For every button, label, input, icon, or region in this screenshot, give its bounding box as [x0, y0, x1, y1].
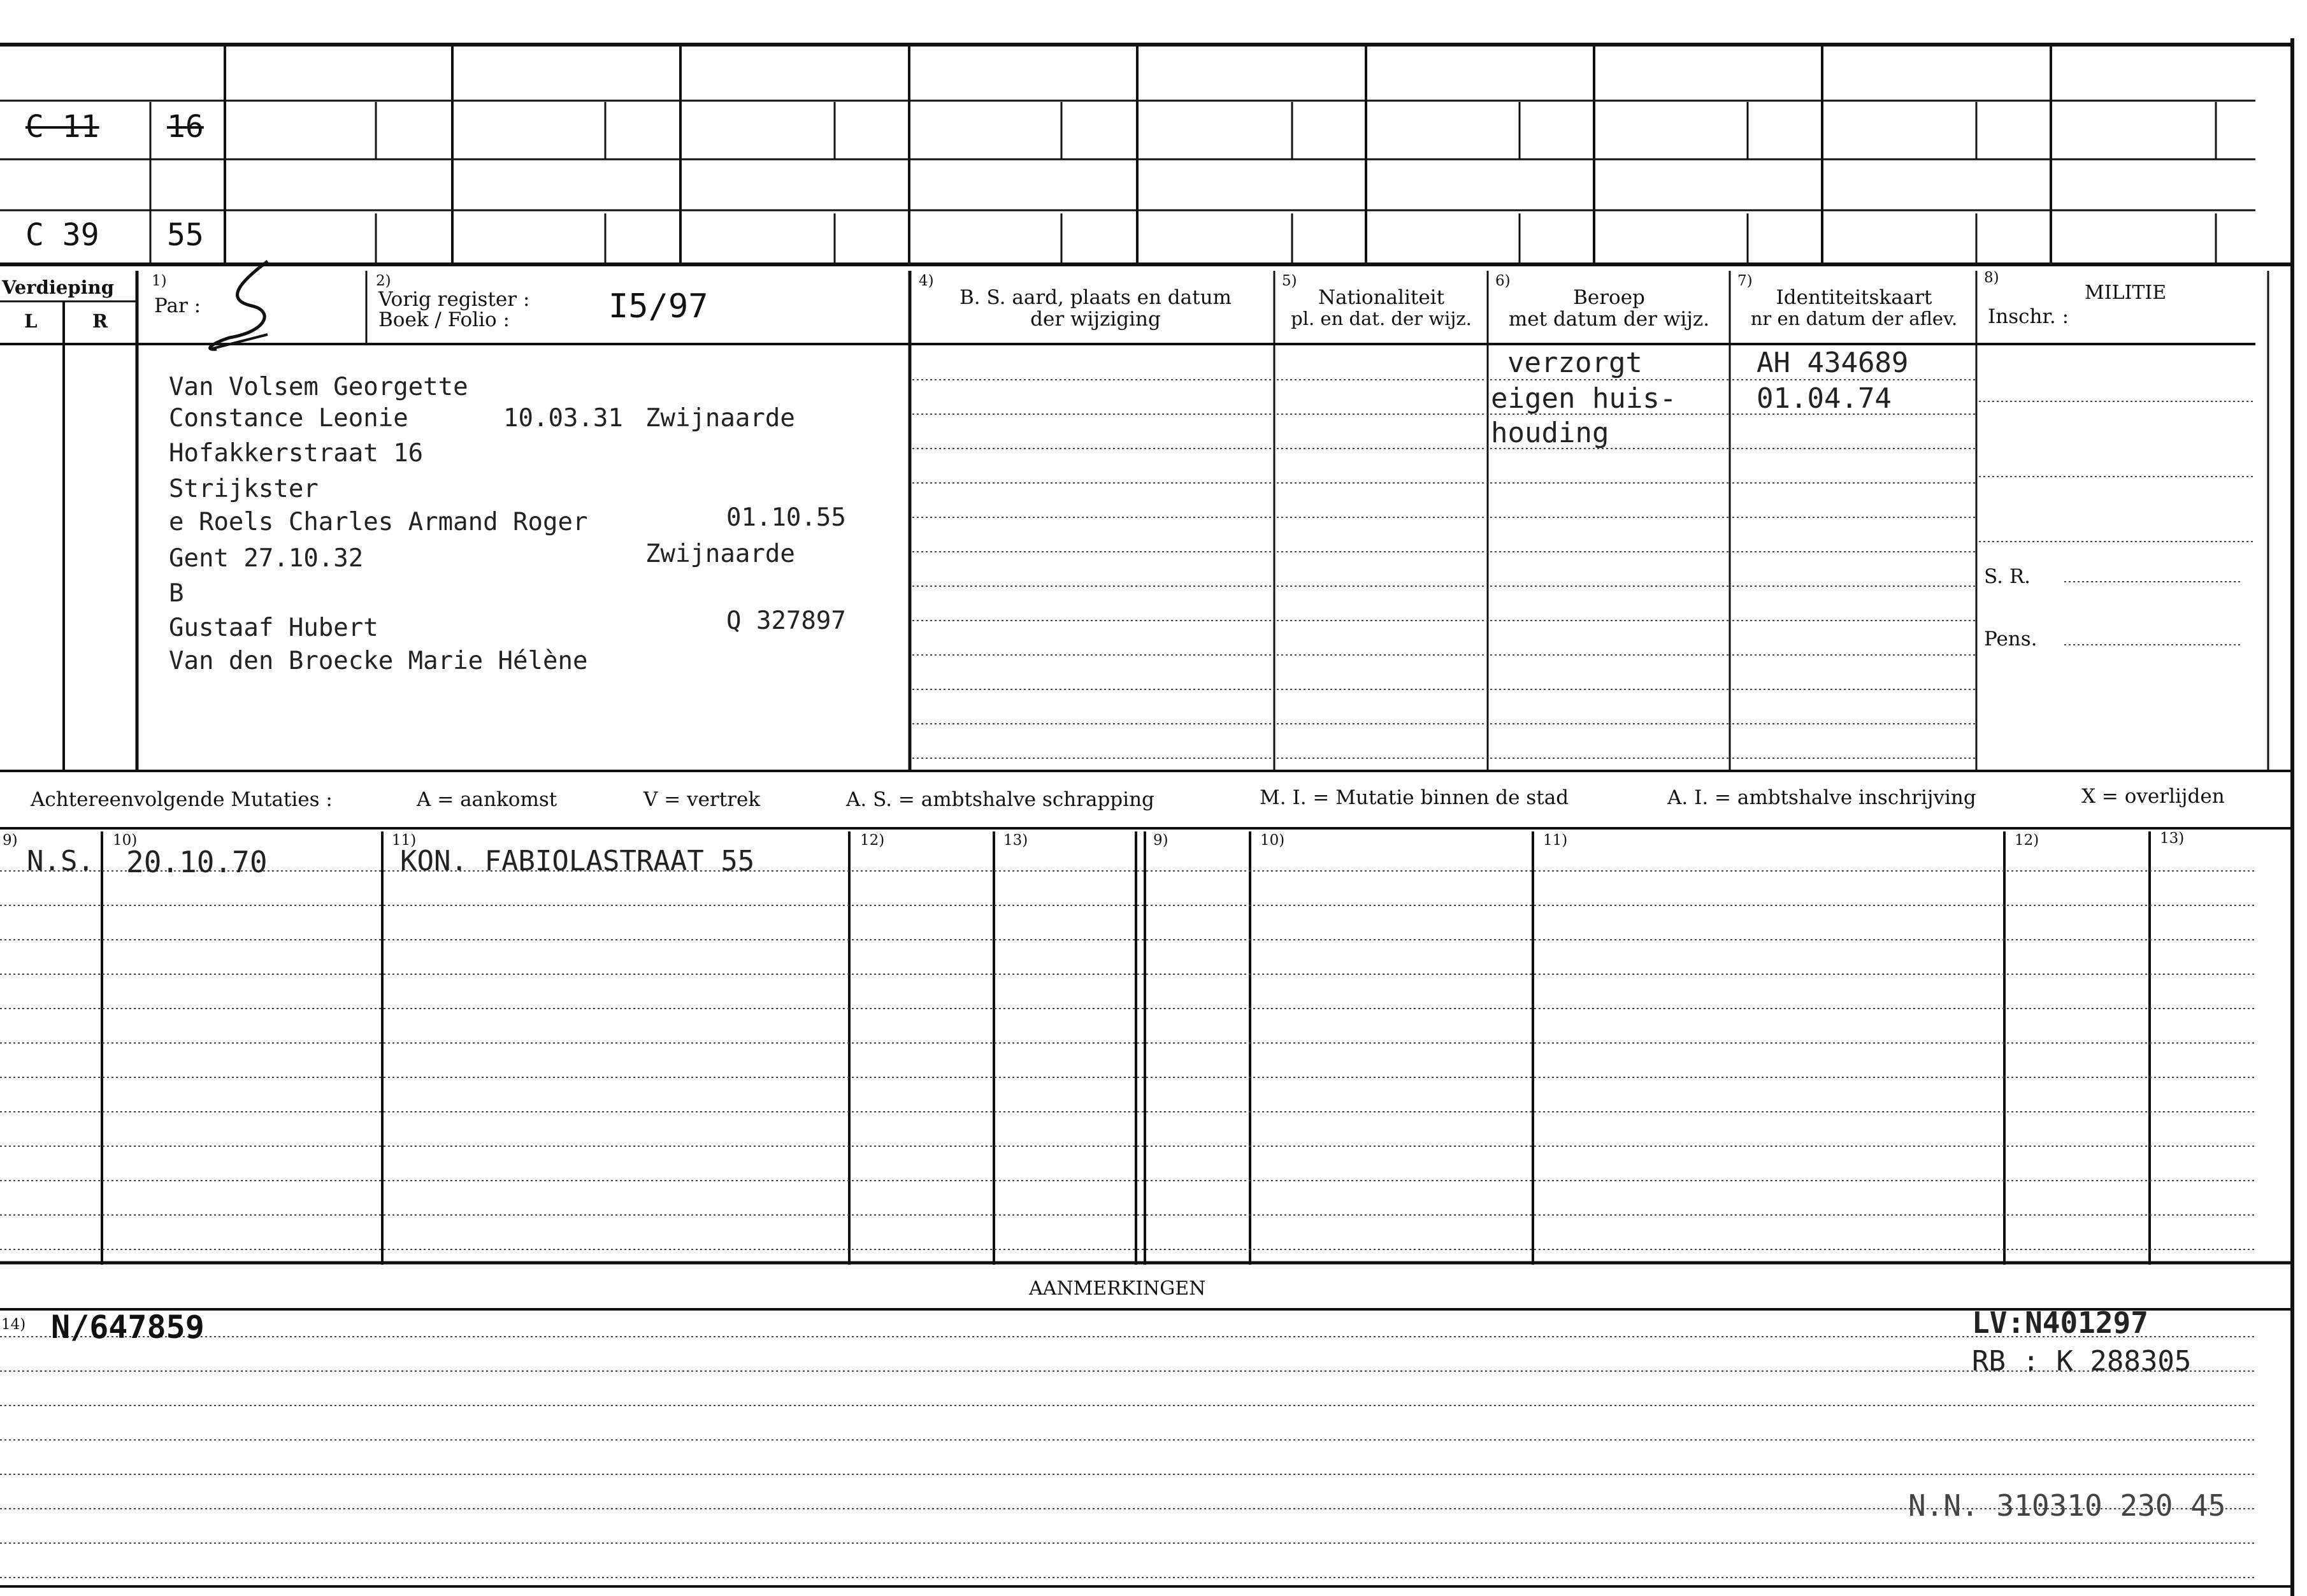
col-num-left-13: 13): [1003, 832, 1028, 849]
remarks-nn: N.N. 310310 230 45: [1908, 1488, 2226, 1523]
col-num-left-11: 11): [392, 832, 417, 849]
mutations-title: Achtereenvolgende Mutaties :: [31, 788, 333, 811]
col-num-right-12: 12): [2015, 832, 2039, 849]
person-name-line: Van Volsem Georgette: [169, 373, 468, 401]
person-occupation: Strijkster: [169, 475, 319, 503]
id-card-number: AH 434689: [1757, 347, 1909, 379]
legend-ambtshalve-inschrijving: A. I. = ambtshalve inschrijving: [1667, 786, 1976, 809]
col-num-right-10: 10): [1260, 832, 1285, 849]
boek-folio-label: Boek / Folio :: [378, 308, 510, 331]
current-code: C 39: [25, 217, 99, 253]
field-number-5: 5): [1282, 273, 1297, 289]
legend-overlijden: X = overlijden: [2081, 785, 2225, 808]
mutation-address: KON. FABIOLASTRAAT 55: [400, 845, 755, 877]
legend-aankomst: A = aankomst: [417, 788, 557, 811]
field-number-1: 1): [152, 273, 167, 289]
person-address: Hofakkerstraat 16: [169, 439, 424, 468]
mutation-date: 20.10.70: [126, 845, 268, 879]
bs-header-line1: B. S. aard, plaats en datum: [959, 286, 1232, 309]
boek-folio-value: I5/97: [608, 287, 708, 326]
field-number-6: 6): [1495, 273, 1511, 289]
field-number-8: 8): [1984, 270, 1999, 286]
nationaliteit-subheader: pl. en dat. der wijz.: [1291, 308, 1472, 329]
remarks-rb: RB : K 288305: [1972, 1345, 2192, 1377]
field-number-2: 2): [376, 273, 391, 289]
col-num-left-12: 12): [860, 832, 885, 849]
vorig-register-label: Vorig register :: [378, 288, 530, 311]
person-birth-place: Zwijnaarde: [645, 404, 795, 433]
field-number-14: 14): [1, 1316, 26, 1333]
remarks-code: N/647859: [51, 1309, 205, 1346]
mutation-type: N.S.: [27, 845, 94, 877]
col-num-left-10: 10): [113, 832, 138, 849]
pens-label: Pens.: [1984, 628, 2037, 651]
old-code-number: 16: [167, 109, 204, 145]
beroep-line2: eigen huis-: [1491, 382, 1677, 415]
right-label: R: [92, 310, 108, 332]
legend-ambtshalve-schrapping: A. S. = ambtshalve schrapping: [846, 788, 1154, 811]
old-code: C 11: [25, 109, 99, 145]
father-name: Gustaaf Hubert: [169, 614, 378, 642]
spouse-birth: Gent 27.10.32: [169, 544, 364, 573]
legend-mutatie-binnen-stad: M. I. = Mutatie binnen de stad: [1260, 786, 1569, 809]
remarks-lv: LV:N401297: [1972, 1305, 2148, 1340]
identiteitskaart-subheader: nr en datum der aflev.: [1750, 308, 1958, 329]
inschr-label: Inschr. :: [1988, 305, 2069, 328]
nationality-code: B: [169, 579, 184, 608]
nationaliteit-header: Nationaliteit: [1318, 286, 1445, 309]
militie-header: MILITIE: [2085, 282, 2167, 304]
col-num-right-13: 13): [2160, 830, 2185, 847]
marriage-place: Zwijnaarde: [645, 540, 795, 568]
par-label: Par :: [154, 294, 201, 317]
field-number-7: 7): [1737, 273, 1753, 289]
col-num-right-11: 11): [1543, 832, 1568, 849]
mother-name: Van den Broecke Marie Hélène: [169, 647, 588, 675]
person-given-names: Constance Leonie: [169, 404, 408, 433]
col-num-left-9: 9): [3, 832, 18, 849]
col-num-right-9: 9): [1153, 832, 1168, 849]
verdieping-label: Verdieping: [2, 277, 114, 298]
person-birth-date: 10.03.31: [503, 404, 623, 433]
remarks-title: AANMERKINGEN: [1029, 1277, 1206, 1300]
beroep-line1: verzorgt: [1507, 347, 1642, 379]
left-label: L: [24, 310, 38, 332]
identiteitskaart-header: Identiteitskaart: [1776, 286, 1932, 309]
reference-number: Q 327897: [726, 607, 846, 635]
current-code-number: 55: [167, 217, 204, 253]
legend-vertrek: V = vertrek: [643, 788, 761, 811]
marriage-date: 01.10.55: [726, 503, 846, 532]
spouse-name: e Roels Charles Armand Roger: [169, 508, 588, 536]
beroep-line3: houding: [1491, 417, 1609, 449]
beroep-header: Beroep: [1573, 286, 1645, 309]
field-number-4: 4): [919, 273, 934, 289]
id-card-date: 01.04.74: [1757, 382, 1892, 415]
beroep-subheader: met datum der wijz.: [1508, 308, 1710, 331]
sr-label: S. R.: [1984, 565, 2031, 588]
bs-header-line2: der wijziging: [1030, 308, 1161, 331]
